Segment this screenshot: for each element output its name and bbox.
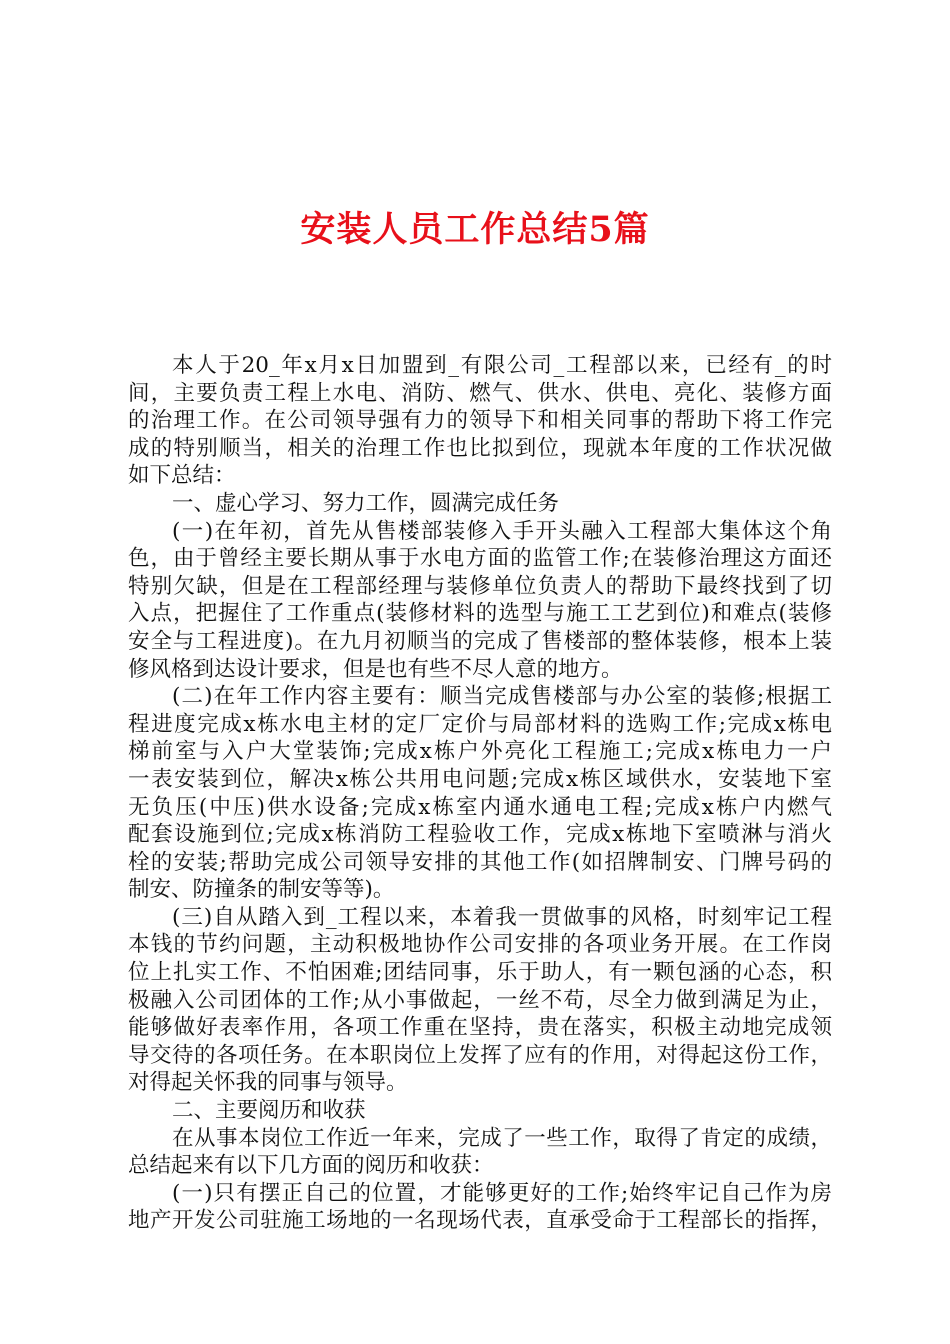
text-line: 如下总结： [128,463,236,489]
document-title: 安装人员工作总结5篇 [300,209,650,250]
text-line: 间，主要负责工程上水电、消防、燃气、供水、供电、亮化、装修方面 [128,380,832,406]
text-line: 在从事本岗位工作近一年来，完成了一些工作，取得了肯定的成绩， [172,1125,832,1151]
text-line: 特别欠缺，但是在工程部经理与装修单位负责人的帮助下最终找到了切 [128,573,832,599]
text-line: (三)自从踏入到_工程以来，本着我一贯做事的风格，时刻牢记工程 [172,904,832,930]
text-line: 导交待的各项任务。在本职岗位上发挥了应有的作用，对得起这份工作， [128,1042,832,1068]
text-line: 一表安装到位，解决x栋公共用电问题;完成x栋区域供水，安装地下室 [128,766,832,792]
text-line: 梯前室与入户大堂装饰;完成x栋户外亮化工程施工;完成x栋电力一户 [128,739,832,765]
text-line: (一)只有摆正自己的位置，才能够更好的工作;始终牢记自己作为房 [172,1180,832,1206]
text-line: 地产开发公司驻施工场地的一名现场代表，直承受命于工程部长的指挥， [128,1208,832,1234]
text-line: (二)在年工作内容主要有：顺当完成售楼部与办公室的装修;根据工 [172,684,832,710]
text-line: 的治理工作。在公司领导强有力的领导下和相关同事的帮助下将工作完 [128,408,832,434]
text-line: 能够做好表率作用，各项工作重在坚持，贵在落实，积极主动地完成领 [128,1015,832,1041]
text-line: 本人于20_年x月x日加盟到_有限公司_工程部以来，已经有_的时 [172,353,832,378]
text-line: 一、虚心学习、努力工作，圆满完成任务 [172,490,560,516]
text-line: 对得起关怀我的同事与领导。 [128,1070,408,1096]
document-body [128,352,832,1235]
text-line: 无负压(中压)供水设备;完成x栋室内通水通电工程;完成x栋户内燃气 [128,794,832,820]
text-line: 总结起来有以下几方面的阅历和收获： [128,1153,494,1179]
text-line: 栓的安装;帮助完成公司领导安排的其他工作(如招牌制安、门牌号码的 [128,849,832,875]
text-line: 位上扎实工作、不怕困难;团结同事，乐于助人，有一颗包涵的心态，积 [128,960,832,986]
text-line: 本钱的节约问题，主动积极地协作公司安排的各项业务开展。在工作岗 [128,932,832,958]
text-line: 安全与工程进度)。在九月初顺当的完成了售楼部的整体装修，根本上装 [128,628,832,654]
text-line: 入点，把握住了工作重点(装修材料的选型与施工工艺到位)和难点(装修 [128,601,832,627]
text-line: 程进度完成x栋水电主材的定厂定价与局部材料的选购工作;完成x栋电 [128,711,832,737]
text-line: (一)在年初，首先从售楼部装修入手开头融入工程部大集体这个角 [172,518,832,544]
text-line: 制安、防撞条的制安等等)。 [128,877,395,903]
text-line: 色，由于曾经主要长期从事于水电方面的监管工作;在装修治理这方面还 [128,546,832,572]
text-line: 修风格到达设计要求，但是也有些不尽人意的地方。 [128,656,623,682]
text-line: 成的特别顺当，相关的治理工作也比拟到位，现就本年度的工作状况做 [128,435,832,461]
text-line: 二、主要阅历和收获 [172,1098,366,1124]
text-line: 极融入公司团体的工作;从小事做起，一丝不苟，尽全力做到满足为止， [128,987,832,1013]
text-line: 配套设施到位;完成x栋消防工程验收工作，完成x栋地下室喷淋与消火 [128,822,832,848]
